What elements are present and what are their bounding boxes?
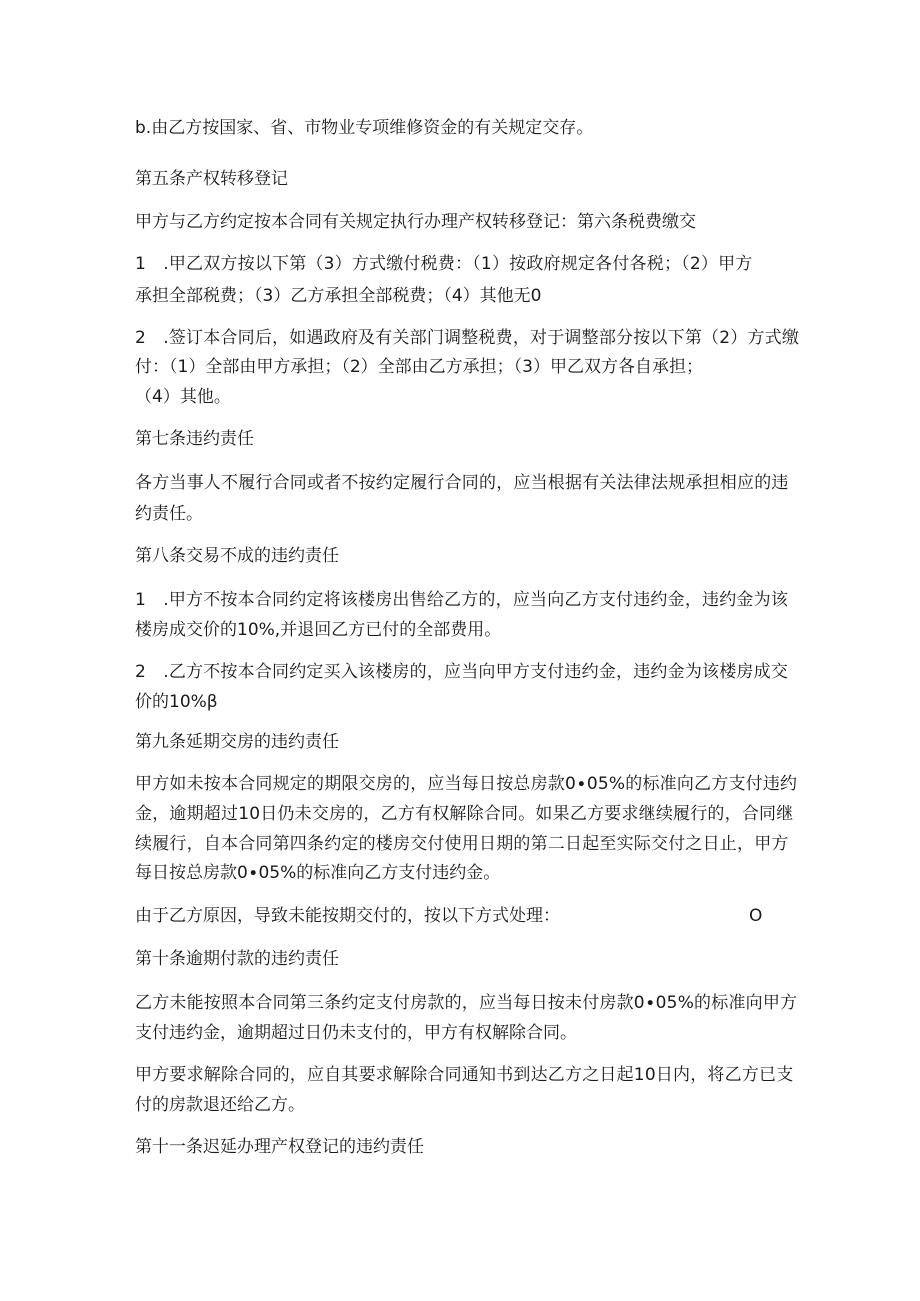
text-line: 由于乙方原因，导致未能按期交付的，按以下方式处理： <box>135 906 560 926</box>
section-heading: 第十一条迟延办理产权登记的违约责任 <box>135 1137 424 1157</box>
text-line: 每日按总房款0∙05%的标准向乙方支付违约金。 <box>135 863 501 883</box>
text-line: 1 .甲乙双方按以下第（3）方式缴付税费：（1）按政府规定各付各税；（2）甲方 <box>135 254 753 274</box>
text-line: 楼房成交价的10%,并退回乙方已付的全部费用。 <box>135 620 502 640</box>
text-line: 乙方未能按照本合同第三条约定支付房款的，应当每日按未付房款0∙05%的标准向甲方 <box>135 993 798 1013</box>
text-line: （4）其他。 <box>135 387 231 407</box>
text-line: 付：（1）全部由甲方承担；（2）全部由乙方承担；（3）甲乙双方各自承担； <box>135 357 703 377</box>
text-line: 续履行，自本合同第四条约定的楼房交付使用日期的第二日起至实际交付之日止，甲方 <box>135 834 789 854</box>
section-heading: 第十条逾期付款的违约责任 <box>135 949 339 969</box>
text-line: 价的10%β <box>135 692 218 712</box>
text-line: 2 .乙方不按本合同约定买入该楼房的，应当向甲方支付违约金，违约金为该楼房成交 <box>135 662 789 682</box>
section-heading: 第五条产权转移登记 <box>135 169 288 189</box>
section-heading: 第八条交易不成的违约责任 <box>135 546 339 566</box>
text-line: 承担全部税费；（3）乙方承担全部税费；（4）其他无0 <box>135 286 542 306</box>
section-heading: 第七条违约责任 <box>135 429 254 449</box>
text-line: 金，逾期超过10日仍未交房的，乙方有权解除合同。如果乙方要求继续履行的，合同继 <box>135 804 794 824</box>
text-line: 2 .签订本合同后，如遇政府及有关部门调整税费，对于调整部分按以下第（2）方式缴 <box>135 328 800 348</box>
trailing-mark: O <box>749 906 763 926</box>
text-line: 付的房款退还给乙方。 <box>135 1095 305 1115</box>
text-line: 支付违约金，逾期超过日仍未支付的，甲方有权解除合同。 <box>135 1023 577 1043</box>
text-line: 甲方与乙方约定按本合同有关规定执行办理产权转移登记：第六条税费缴交 <box>135 212 696 232</box>
text-line: 约责任。 <box>135 504 203 524</box>
text-line: 甲方要求解除合同的，应自其要求解除合同通知书到达乙方之日起10日内，将乙方已支 <box>135 1065 794 1085</box>
section-heading: 第九条延期交房的违约责任 <box>135 732 339 752</box>
text-line: 各方当事人不履行合同或者不按约定履行合同的，应当根据有关法律法规承担相应的违 <box>135 473 789 493</box>
text-line: b.由乙方按国家、省、市物业专项维修资金的有关规定交存。 <box>135 118 594 138</box>
text-line: 1 .甲方不按本合同约定将该楼房出售给乙方的，应当向乙方支付违约金，违约金为该 <box>135 590 789 610</box>
text-line: 甲方如未按本合同规定的期限交房的，应当每日按总房款0∙05%的标准向乙方支付违约 <box>135 774 798 794</box>
